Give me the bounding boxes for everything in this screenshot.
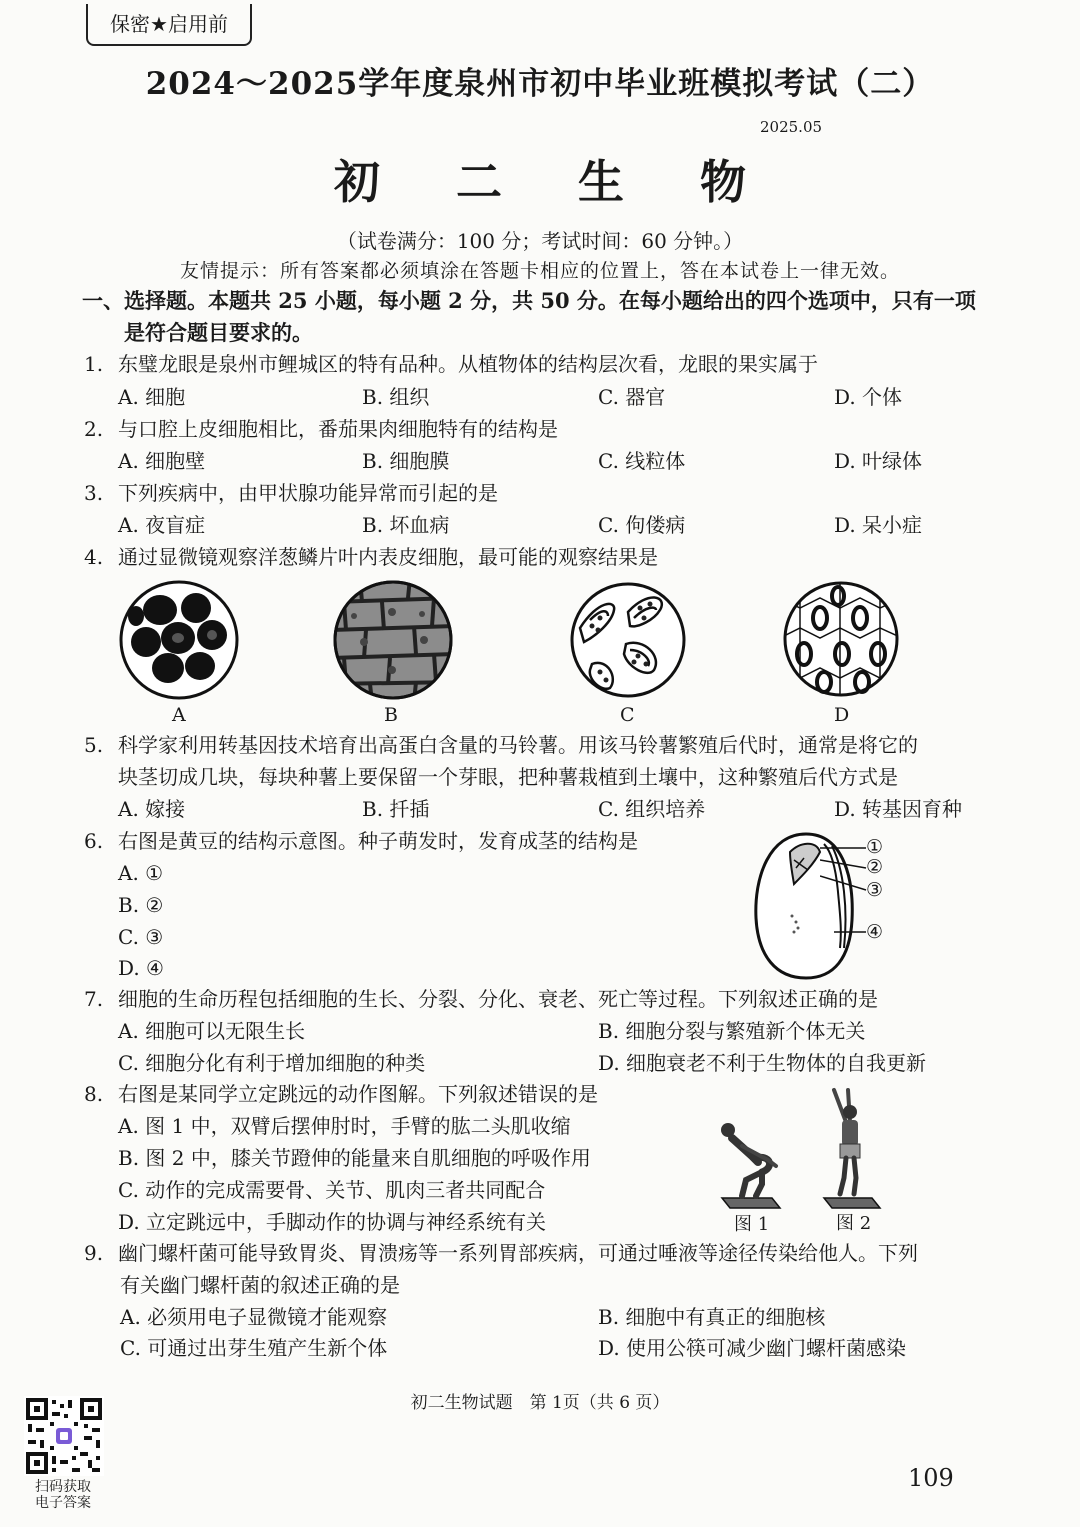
q8-option-b: B. 图 2 中，膝关节蹬伸的能量来自肌细胞的呼吸作用 (118, 1146, 591, 1170)
q2-option-a: A. 细胞壁 (118, 449, 206, 473)
micrograph-label-b: B (384, 704, 398, 726)
exam-tip: 友情提示：所有答案都必须填涂在答题卡相应的位置上，答在本试卷上一律无效。 (179, 260, 900, 282)
micrograph-label-d: D (834, 704, 850, 726)
q5-option-a: A. 嫁接 (118, 797, 186, 821)
micrograph-b (330, 578, 456, 702)
q7-option-d: D. 细胞衰老不利于生物体的自我更新 (598, 1051, 927, 1075)
confidential-label: 保密★启用前 (86, 4, 252, 46)
qr-caption-line2: 电子答案 (35, 1495, 91, 1511)
q7-option-a: A. 细胞可以无限生长 (118, 1019, 306, 1043)
q8-option-d: D. 立定跳远中，手脚动作的协调与神经系统有关 (118, 1210, 547, 1234)
q6-option-c: C. ③ (118, 925, 164, 949)
q2-option-d: D. 叶绿体 (834, 449, 923, 473)
question-text: 右图是某同学立定跳远的动作图解。下列叙述错误的是 (118, 1082, 598, 1106)
seed-label-4: ④ (866, 921, 884, 943)
section-heading (82, 285, 992, 349)
q7-option-c: C. 细胞分化有利于增加细胞的种类 (118, 1051, 426, 1075)
q6-option-d: D. ④ (118, 956, 164, 980)
long-jump-figure-1 (712, 1118, 792, 1214)
q5-option-c: C. 组织培养 (598, 797, 706, 821)
question-number: 8. (84, 1082, 104, 1106)
q1-option-c: C. 器官 (598, 385, 666, 409)
seed-label-1: ① (866, 836, 884, 858)
question-5-continued: 块茎切成几块，每块种薯上要保留一个芽眼，把种薯栽植到土壤中，这种繁殖后代方式是 (118, 765, 898, 789)
q3-option-a: A. 夜盲症 (118, 513, 206, 537)
question-text: 与口腔上皮细胞相比，番茄果肉细胞特有的结构是 (118, 417, 558, 441)
q1-option-b: B. 组织 (362, 385, 430, 409)
page-footer: 初二生物试题 第 1页（共 6 页） (410, 1393, 670, 1413)
q7-option-b: B. 细胞分裂与繁殖新个体无关 (598, 1019, 866, 1043)
section-heading-line2: 是符合题目要求的。 (124, 320, 313, 345)
question-number: 1. (84, 352, 104, 376)
micrograph-a (116, 580, 242, 700)
question-text: 幽门螺杆菌可能导致胃炎、胃溃疡等一系列胃部疾病，可通过唾液等途径传染给他人。下列 (118, 1241, 918, 1265)
q1-option-a: A. 细胞 (118, 385, 186, 409)
question-number: 5. (84, 733, 104, 757)
question-6 (84, 826, 638, 856)
q6-option-b: B. ② (118, 893, 164, 917)
question-5 (84, 730, 918, 760)
q5-option-b: B. 扦插 (362, 797, 430, 821)
micrograph-c (568, 580, 688, 700)
q2-option-c: C. 线粒体 (598, 449, 686, 473)
q3-option-d: D. 呆小症 (834, 513, 923, 537)
q5-option-d: D. 转基因育种 (834, 797, 963, 821)
question-4 (84, 542, 658, 572)
question-text: 东璧龙眼是泉州市鲤城区的特有品种。从植物体的结构层次看，龙眼的果实属于 (118, 352, 818, 376)
q6-option-a: A. ① (118, 861, 164, 885)
micrograph-d (780, 578, 902, 700)
question-3 (84, 478, 498, 508)
q8-option-c: C. 动作的完成需要骨、关节、肌肉三者共同配合 (118, 1178, 546, 1202)
figure-2-label: 图 2 (836, 1213, 872, 1234)
question-7 (84, 984, 878, 1014)
question-number: 9. (84, 1241, 104, 1265)
long-jump-figure-2 (818, 1086, 888, 1214)
exam-info: （试卷满分：100 分；考试时间：60 分钟。） (336, 229, 744, 253)
question-text: 细胞的生命历程包括细胞的生长、分裂、分化、衰老、死亡等过程。下列叙述正确的是 (118, 987, 878, 1011)
seed-leader-lines (820, 836, 870, 950)
question-number: 4. (84, 545, 104, 569)
qr-code-icon[interactable] (24, 1396, 104, 1480)
question-9-continued: 有关幽门螺杆菌的叙述正确的是 (120, 1273, 400, 1297)
q9-option-b: B. 细胞中有真正的细胞核 (598, 1305, 826, 1329)
q8-option-a: A. 图 1 中，双臂后摆伸肘时，手臂的肱二头肌收缩 (118, 1114, 571, 1138)
subject-title: 初 二 生 物 (333, 155, 777, 209)
question-2 (84, 414, 558, 444)
question-text: 科学家利用转基因技术培育出高蛋白含量的马铃薯。用该马铃薯繁殖后代时，通常是将它的 (118, 733, 918, 757)
question-text: 下列疾病中，由甲状腺功能异常而引起的是 (118, 481, 498, 505)
page-number: 109 (908, 1464, 954, 1492)
qr-caption-line1: 扫码获取 (35, 1479, 91, 1495)
question-1 (84, 349, 818, 379)
micrograph-label-a: A (172, 704, 186, 726)
question-number: 3. (84, 481, 104, 505)
question-number: 6. (84, 829, 104, 853)
q1-option-d: D. 个体 (834, 385, 903, 409)
micrograph-label-c: C (620, 704, 635, 726)
q3-option-b: B. 坏血病 (362, 513, 450, 537)
figure-1-label: 图 1 (734, 1214, 770, 1235)
q9-option-d: D. 使用公筷可减少幽门螺杆菌感染 (598, 1336, 907, 1360)
exam-title: 2024～2025学年度泉州市初中毕业班模拟考试（二） (145, 66, 935, 102)
q3-option-c: C. 佝偻病 (598, 513, 686, 537)
q9-option-a: A. 必须用电子显微镜才能观察 (120, 1305, 388, 1329)
seed-label-3: ③ (866, 879, 884, 901)
section-heading-line1: 一、选择题。本题共 25 小题，每小题 2 分，共 50 分。在每小题给出的四个选项中，只有一项 (82, 288, 976, 313)
question-number: 2. (84, 417, 104, 441)
question-9 (84, 1238, 918, 1268)
question-number: 7. (84, 987, 104, 1011)
seed-label-2: ② (866, 856, 884, 878)
question-text: 右图是黄豆的结构示意图。种子萌发时，发育成茎的结构是 (118, 829, 638, 853)
exam-date: 2025.05 (760, 118, 823, 136)
q9-option-c: C. 可通过出芽生殖产生新个体 (120, 1336, 388, 1360)
question-text: 通过显微镜观察洋葱鳞片叶内表皮细胞，最可能的观察结果是 (118, 545, 658, 569)
q2-option-b: B. 细胞膜 (362, 449, 450, 473)
question-8 (84, 1079, 598, 1109)
qr-caption (18, 1479, 108, 1511)
